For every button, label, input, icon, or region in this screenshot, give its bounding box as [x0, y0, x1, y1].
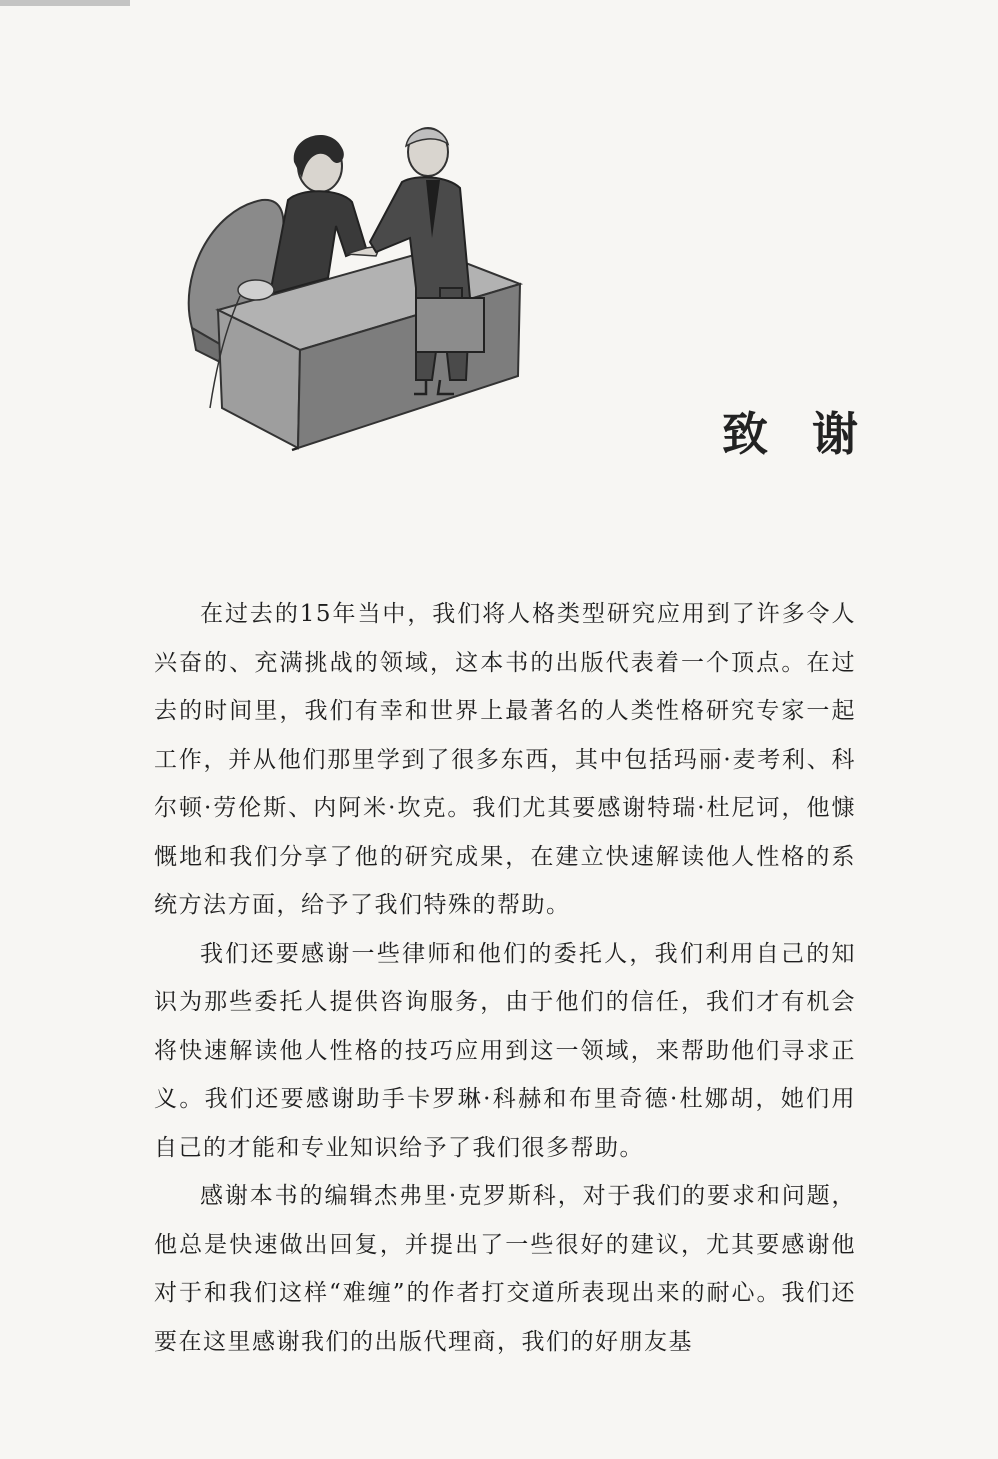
paragraph-1: 在过去的15年当中，我们将人格类型研究应用到了许多令人兴奋的、充满挑战的领域，这本书的出版代表着一个顶点。在过去的时间里，我们有幸和世界上最著名的人类性格研究专家一起工作，并从他们那里学到了很多东西，其中包括玛丽·麦考利、科尔顿·劳伦斯、内阿米·坎克。我们尤其要感谢特瑞·杜尼诃，他慷慨地和我们分享了他的研究成果，在建立快速解读他人性格的系统方法方面，给予了我们特殊的帮助。	[154, 601, 856, 918]
page-title: 致 谢	[722, 407, 873, 461]
business-handshake-illustration	[170, 118, 550, 458]
paragraph-2: 我们还要感谢一些律师和他们的委托人，我们利用自己的知识为那些委托人提供咨询服务，由于他们的信任，我们才有机会将快速解读他人性格的技巧应用到这一领域，来帮助他们寻求正义。我们还要感谢助手卡罗琳·科赫和布里奇德·杜娜胡，她们用自己的才能和专业知识给予了我们很多帮助。	[154, 940, 856, 1161]
scan-edge-mark	[0, 0, 130, 6]
paragraph-3: 感谢本书的编辑杰弗里·克罗斯科，对于我们的要求和问题，他总是快速做出回复，并提出了一些很好的建议，尤其要感谢他对于和我们这样“难缠”的作者打交道所表现出来的耐心。我们还要在这里感谢我们的出版代理商，我们的好朋友基	[154, 1183, 856, 1355]
body-text	[154, 590, 856, 1366]
